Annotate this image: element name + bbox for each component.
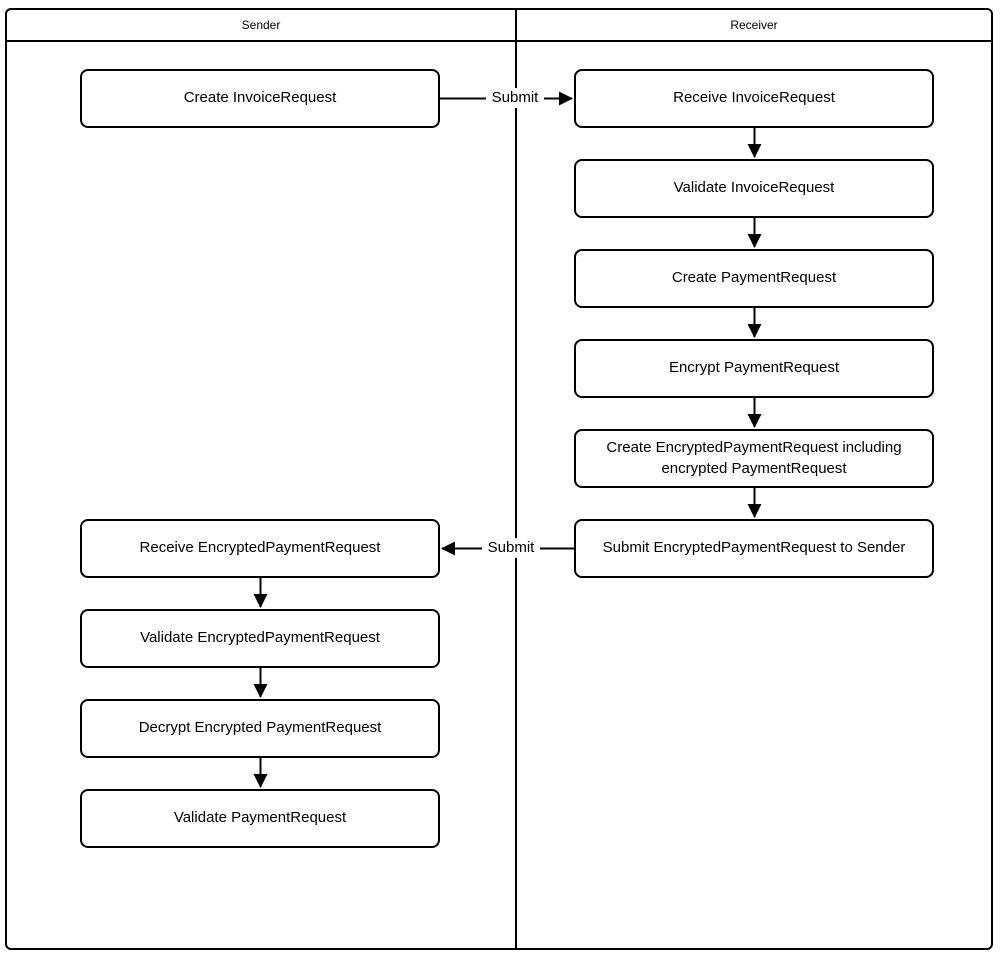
lane-header-receiver-label: Receiver (730, 18, 778, 32)
node-receive-encryptedpaymentrequest: Receive EncryptedPaymentRequest (80, 519, 440, 578)
node-submit-encryptedpaymentrequest-to-sender: Submit EncryptedPaymentRequest to Sender (574, 519, 934, 578)
edge-label-submit-encryptedpaymentrequest: Submit (482, 538, 540, 558)
node-decrypt-encrypted-paymentrequest: Decrypt Encrypted PaymentRequest (80, 699, 440, 758)
lane-divider (515, 10, 517, 948)
node-encrypt-paymentrequest: Encrypt PaymentRequest (574, 339, 934, 398)
node-validate-paymentrequest: Validate PaymentRequest (80, 789, 440, 848)
lane-header-sender (7, 10, 515, 40)
lane-header-separator (7, 40, 991, 42)
lane-header-sender-label: Sender (241, 18, 281, 32)
lane-header-receiver (517, 10, 991, 40)
node-create-paymentrequest: Create PaymentRequest (574, 249, 934, 308)
node-validate-encryptedpaymentrequest: Validate EncryptedPaymentRequest (80, 609, 440, 668)
edge-label-submit-invoicerequest: Submit (486, 88, 544, 108)
node-receive-invoicerequest: Receive InvoiceRequest (574, 69, 934, 128)
node-create-encryptedpaymentrequest: Create EncryptedPaymentRequest including encrypted PaymentRequest (574, 429, 934, 488)
node-validate-invoicerequest: Validate InvoiceRequest (574, 159, 934, 218)
node-create-invoicerequest: Create InvoiceRequest (80, 69, 440, 128)
